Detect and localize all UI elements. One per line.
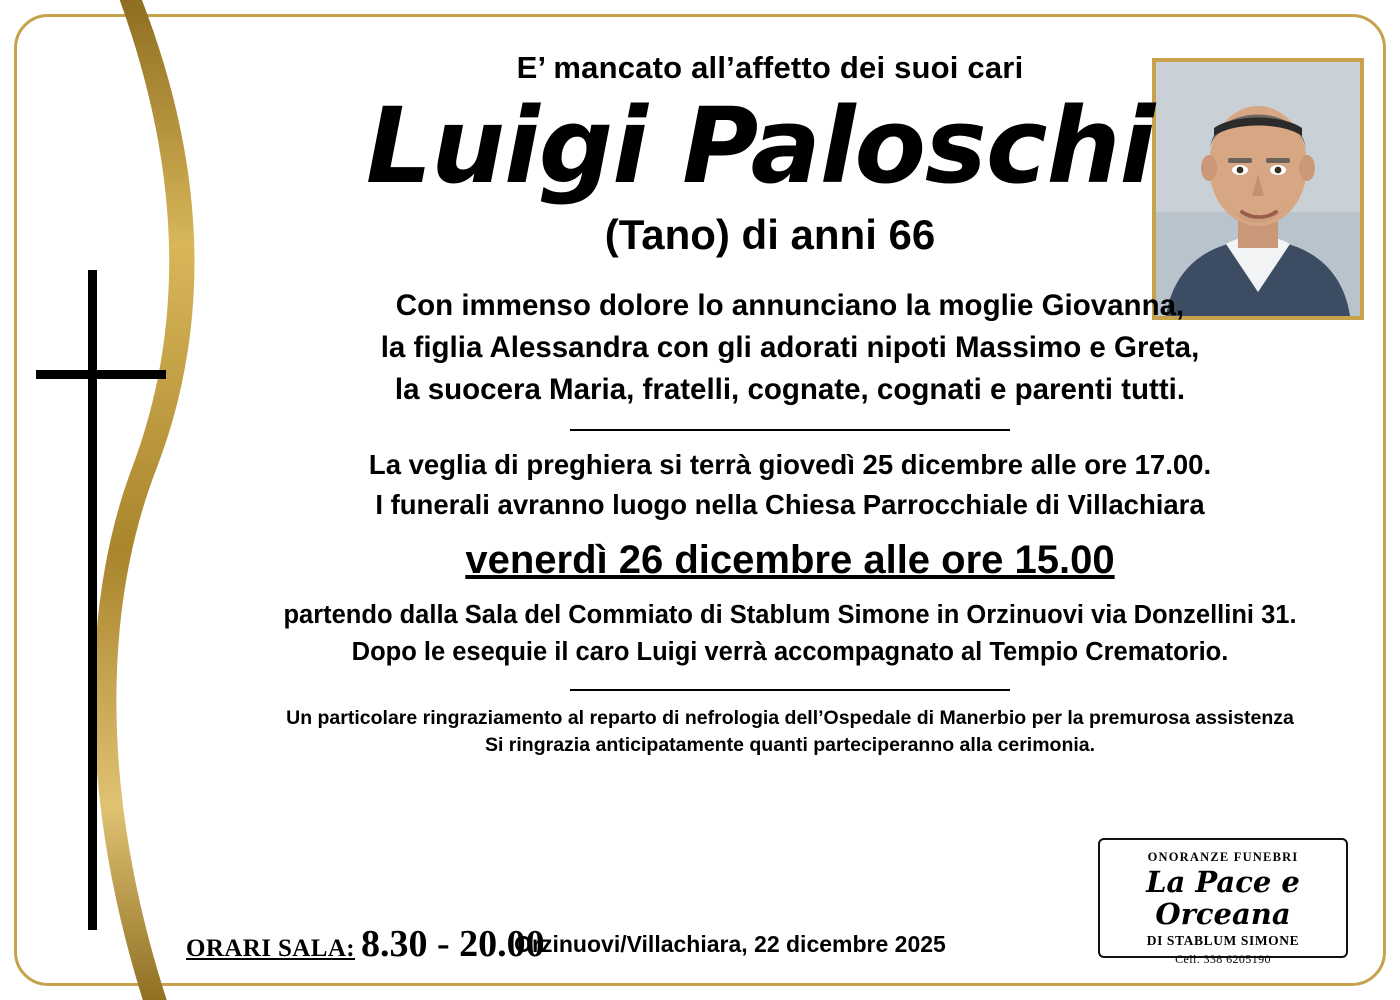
logo-line-2: La Pace e Orceana	[1146, 865, 1300, 931]
hall-hours-label: ORARI SALA:	[186, 935, 355, 962]
cross-horizontal-bar	[36, 370, 166, 379]
cross-vertical-bar	[88, 270, 97, 930]
vigil-line: La veglia di preghiera si terrà giovedì 25 dicembre alle ore 17.00.	[368, 448, 1212, 480]
funeral-details	[210, 445, 1370, 671]
thanks-line-1: Un particolare ringraziamento al reparto di nefrologia dell’Ospedale di Manerbio per la premurosa assistenza	[286, 706, 1294, 729]
place-and-date: Orzinuovi/Villachiara, 22 dicembre 2025	[514, 931, 946, 957]
thanks-line-2: Si ringrazia anticipatamente quanti parteciperanno alla cerimonia.	[484, 733, 1096, 756]
thanks-block	[210, 705, 1370, 760]
hall-hours-value: 8.30 - 20.00	[361, 923, 545, 965]
cross-icon	[36, 270, 166, 930]
divider-bottom	[570, 689, 1010, 691]
family-announcement	[210, 285, 1370, 411]
logo-line-3: DI STABLUM SIMONE	[1146, 932, 1300, 948]
divider-top	[570, 429, 1010, 431]
deceased-name: Luigi Paloschi	[365, 85, 1155, 207]
intro-line: E’ mancato all’affetto dei suoi cari	[516, 50, 1024, 85]
family-line-3: la suocera Maria, fratelli, cognate, cognati e parenti tutti.	[394, 372, 1186, 406]
funeral-church-line: I funerali avranno luogo nella Chiesa Parrocchiale di Villachiara	[375, 488, 1205, 520]
logo-line-1: ONORANZE FUNEBRI	[1147, 850, 1299, 864]
nickname-and-age: (Tano) di anni 66	[604, 211, 936, 259]
departure-line: partendo dalla Sala del Commiato di Stablum Simone in Orzinuovi via Donzellini 31.	[283, 600, 1297, 629]
crematorium-line: Dopo le esequie il caro Luigi verrà accompagnato al Tempio Crematorio.	[351, 637, 1229, 666]
family-line-1: Con immenso dolore lo annunciano la moglie Giovanna,	[395, 289, 1185, 323]
family-line-2: la figlia Alessandra con gli adorati nipoti Massimo e Greta,	[380, 331, 1200, 365]
funeral-datetime: venerdì 26 dicembre alle ore 15.00	[465, 537, 1115, 582]
funeral-home-logo	[1098, 838, 1348, 966]
logo-phone: Cell. 338 6205190	[1175, 951, 1271, 966]
announcement-content	[210, 28, 1370, 958]
